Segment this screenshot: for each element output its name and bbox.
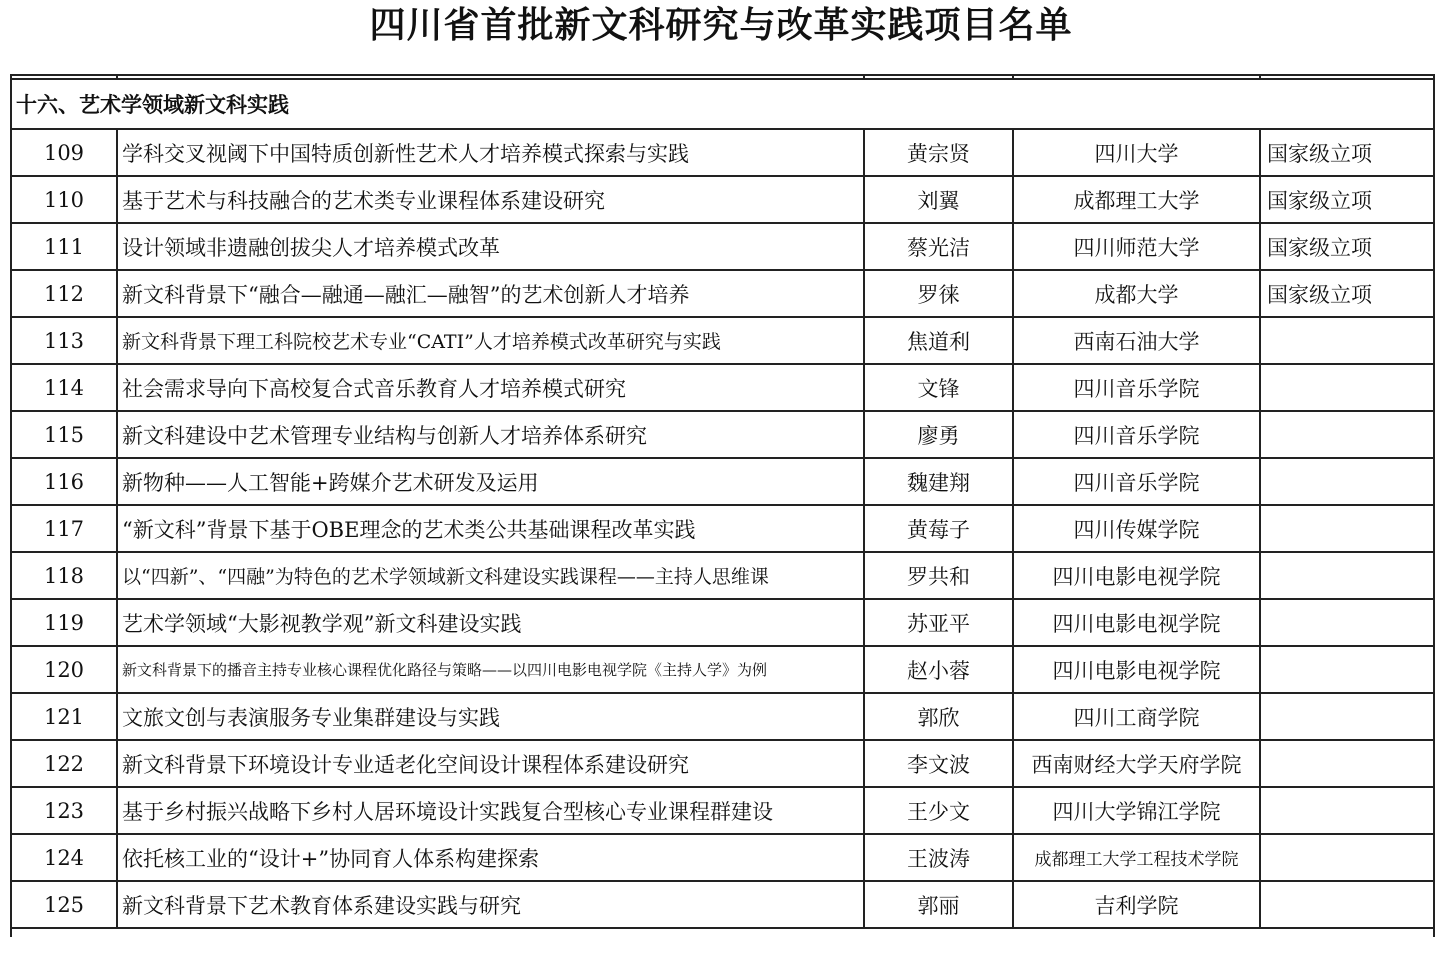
row-number: 121 (11, 693, 117, 740)
project-name: 文旅文创与表演服务专业集群建设与实践 (117, 693, 864, 740)
project-leader: 廖勇 (864, 411, 1013, 458)
project-leader: 郭丽 (864, 881, 1013, 928)
approval-status (1260, 787, 1434, 834)
table-row (11, 787, 1434, 834)
row-number: 118 (11, 552, 117, 599)
project-leader: 魏建翔 (864, 458, 1013, 505)
project-name: 学科交叉视阈下中国特质创新性艺术人才培养模式探索与实践 (117, 129, 864, 176)
row-number: 122 (11, 740, 117, 787)
project-name: 艺术学领域“大影视教学观”新文科建设实践 (117, 599, 864, 646)
table-row (11, 834, 1434, 881)
table-row (11, 646, 1434, 693)
project-name: 新文科背景下的播音主持专业核心课程优化路径与策略——以四川电影电视学院《主持人学》为例 (117, 646, 864, 693)
approval-status (1260, 646, 1434, 693)
approval-status (1260, 317, 1434, 364)
table-row (11, 693, 1434, 740)
section-heading: 十六、艺术学领域新文科实践 (11, 79, 1434, 129)
page-title: 四川省首批新文科研究与改革实践项目名单 (369, 5, 1073, 46)
approval-status (1260, 693, 1434, 740)
row-number: 114 (11, 364, 117, 411)
project-table (10, 74, 1435, 937)
row-number: 120 (11, 646, 117, 693)
table-row (11, 411, 1434, 458)
project-leader: 黄莓子 (864, 505, 1013, 552)
project-leader: 王少文 (864, 787, 1013, 834)
approval-status (1260, 552, 1434, 599)
institution: 西南财经大学天府学院 (1013, 740, 1260, 787)
table-row (11, 552, 1434, 599)
approval-status (1260, 740, 1434, 787)
institution: 四川音乐学院 (1013, 411, 1260, 458)
institution: 四川音乐学院 (1013, 364, 1260, 411)
approval-status: 国家级立项 (1260, 129, 1434, 176)
row-number: 119 (11, 599, 117, 646)
institution: 四川电影电视学院 (1013, 646, 1260, 693)
project-name: 新文科背景下环境设计专业适老化空间设计课程体系建设研究 (117, 740, 864, 787)
row-number: 125 (11, 881, 117, 928)
approval-status: 国家级立项 (1260, 176, 1434, 223)
project-name: “新文科”背景下基于OBE理念的艺术类公共基础课程改革实践 (117, 505, 864, 552)
institution: 四川传媒学院 (1013, 505, 1260, 552)
table-row (11, 881, 1434, 928)
institution: 四川大学锦江学院 (1013, 787, 1260, 834)
row-number: 111 (11, 223, 117, 270)
institution: 四川电影电视学院 (1013, 552, 1260, 599)
table-row (11, 599, 1434, 646)
table-continuation (11, 928, 1434, 937)
project-name: 以“四新”、“四融”为特色的艺术学领域新文科建设实践课程——主持人思维课 (117, 552, 864, 599)
project-name: 设计领域非遗融创拔尖人才培养模式改革 (117, 223, 864, 270)
project-name: 新文科背景下理工科院校艺术专业“CATI”人才培养模式改革研究与实践 (117, 317, 864, 364)
row-number: 110 (11, 176, 117, 223)
approval-status (1260, 411, 1434, 458)
table-row (11, 317, 1434, 364)
project-name: 基于艺术与科技融合的艺术类专业课程体系建设研究 (117, 176, 864, 223)
table-row (11, 740, 1434, 787)
approval-status (1260, 364, 1434, 411)
project-leader: 郭欣 (864, 693, 1013, 740)
row-number: 123 (11, 787, 117, 834)
project-name: 依托核工业的“设计+”协同育人体系构建探索 (117, 834, 864, 881)
project-name: 新文科建设中艺术管理专业结构与创新人才培养体系研究 (117, 411, 864, 458)
section-row (11, 79, 1434, 129)
institution: 成都理工大学工程技术学院 (1013, 834, 1260, 881)
project-name: 基于乡村振兴战略下乡村人居环境设计实践复合型核心专业课程群建设 (117, 787, 864, 834)
row-number: 112 (11, 270, 117, 317)
project-leader: 刘翼 (864, 176, 1013, 223)
institution: 四川电影电视学院 (1013, 599, 1260, 646)
approval-status: 国家级立项 (1260, 270, 1434, 317)
project-name: 新物种——人工智能+跨媒介艺术研发及运用 (117, 458, 864, 505)
row-number: 109 (11, 129, 117, 176)
project-leader: 黄宗贤 (864, 129, 1013, 176)
project-leader: 蔡光洁 (864, 223, 1013, 270)
institution: 四川音乐学院 (1013, 458, 1260, 505)
table-row (11, 458, 1434, 505)
project-name: 新文科背景下“融合—融通—融汇—融智”的艺术创新人才培养 (117, 270, 864, 317)
institution: 吉利学院 (1013, 881, 1260, 928)
row-number: 113 (11, 317, 117, 364)
approval-status (1260, 458, 1434, 505)
table-row (11, 176, 1434, 223)
institution: 西南石油大学 (1013, 317, 1260, 364)
table-row (11, 364, 1434, 411)
row-number: 115 (11, 411, 117, 458)
project-leader: 王波涛 (864, 834, 1013, 881)
project-leader: 赵小蓉 (864, 646, 1013, 693)
project-leader: 罗共和 (864, 552, 1013, 599)
project-name: 新文科背景下艺术教育体系建设实践与研究 (117, 881, 864, 928)
project-name: 社会需求导向下高校复合式音乐教育人才培养模式研究 (117, 364, 864, 411)
approval-status (1260, 599, 1434, 646)
table-row (11, 270, 1434, 317)
institution: 成都理工大学 (1013, 176, 1260, 223)
project-leader: 文锋 (864, 364, 1013, 411)
row-number: 117 (11, 505, 117, 552)
table-row (11, 505, 1434, 552)
institution: 四川工商学院 (1013, 693, 1260, 740)
table-row (11, 129, 1434, 176)
project-leader: 苏亚平 (864, 599, 1013, 646)
project-leader: 李文波 (864, 740, 1013, 787)
institution: 四川大学 (1013, 129, 1260, 176)
project-leader: 罗徕 (864, 270, 1013, 317)
approval-status (1260, 505, 1434, 552)
table-row (11, 223, 1434, 270)
row-number: 124 (11, 834, 117, 881)
approval-status (1260, 881, 1434, 928)
project-leader: 焦道利 (864, 317, 1013, 364)
approval-status: 国家级立项 (1260, 223, 1434, 270)
institution: 四川师范大学 (1013, 223, 1260, 270)
approval-status (1260, 834, 1434, 881)
institution: 成都大学 (1013, 270, 1260, 317)
row-number: 116 (11, 458, 117, 505)
